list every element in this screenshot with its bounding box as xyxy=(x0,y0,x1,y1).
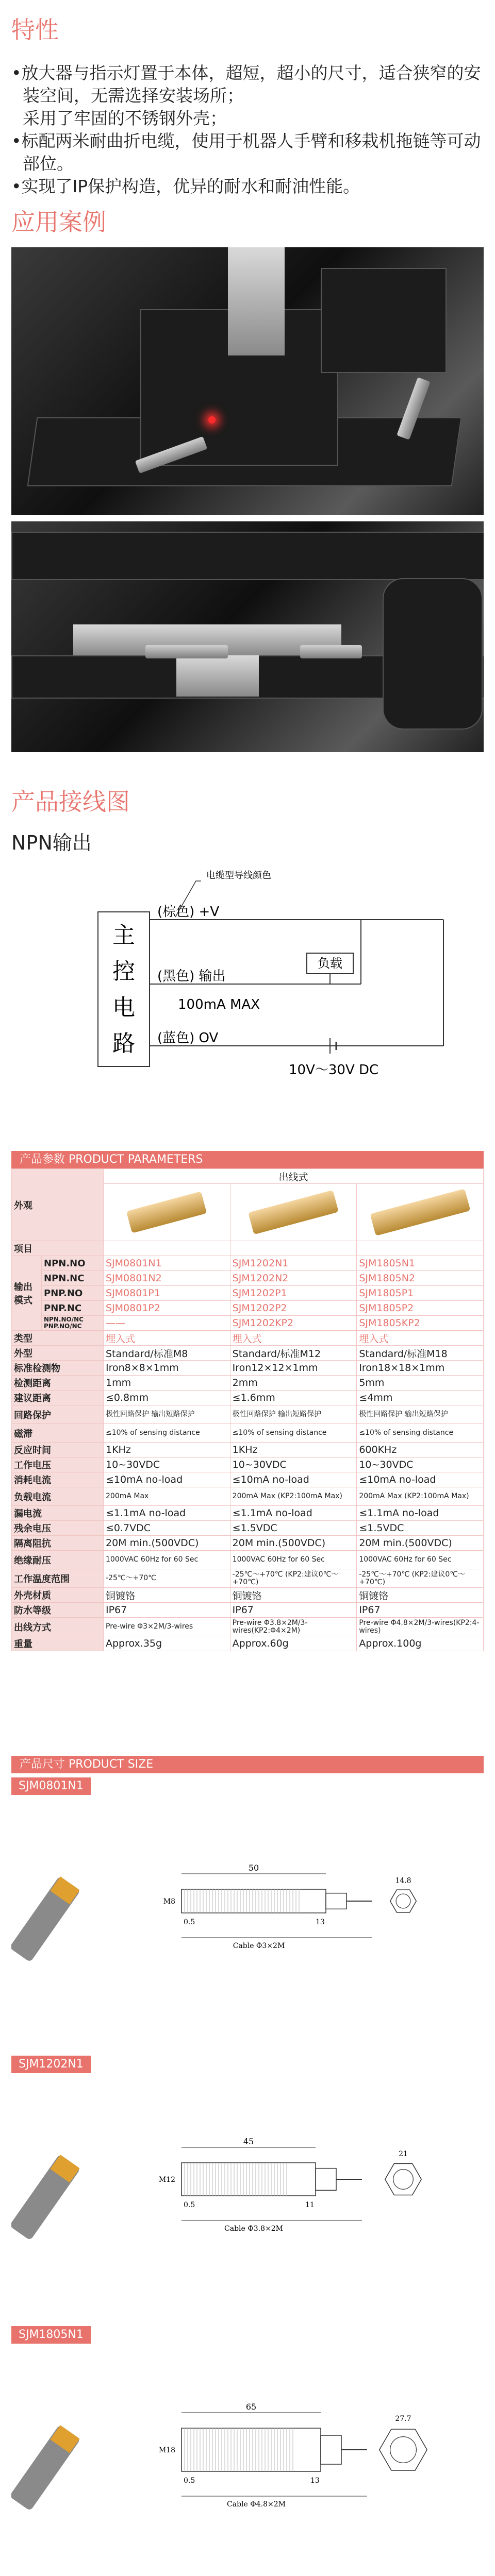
param-cell: IP67 xyxy=(357,1603,484,1618)
param-cell: 1000VAC 60Hz for 60 Sec xyxy=(230,1551,357,1569)
param-cell: Standard/标准M18 xyxy=(357,1346,484,1361)
param-cell: 1mm xyxy=(104,1376,230,1391)
param-cell: Pre-wire Φ3.8×2M/3-wires(KP2:Φ4×2M) xyxy=(230,1618,357,1636)
tail-body xyxy=(316,2168,336,2191)
param-cell: ≤10mA no-load xyxy=(357,1472,484,1487)
param-cell: IP67 xyxy=(230,1603,357,1618)
model-row-label: PNP.NO xyxy=(42,1286,104,1301)
size-model-tag: SJM0801N1 xyxy=(11,1777,91,1795)
size-model-tag: SJM1805N1 xyxy=(11,2326,91,2344)
param-row xyxy=(12,1487,484,1506)
model-cell: SJM1202N1 xyxy=(230,1256,357,1271)
param-cell: 1KHz xyxy=(104,1443,230,1458)
supply-label: 10V～30V DC xyxy=(289,1062,379,1078)
param-cell: 5mm xyxy=(357,1376,484,1391)
param-cell: 铜镀铬 xyxy=(104,1588,230,1603)
dim-gap: 0.5 xyxy=(184,2201,195,2209)
sensor-m12-image xyxy=(248,1190,339,1235)
features-list xyxy=(11,62,486,198)
param-cell: Standard/标准M8 xyxy=(104,1346,230,1361)
param-label: 漏电流 xyxy=(12,1506,104,1521)
param-cell: ≤0.8mm xyxy=(104,1391,230,1405)
param-label: 绝缘耐压 xyxy=(12,1551,104,1569)
dim-cable: Cable Φ3×2M xyxy=(233,1942,285,1950)
model-row-label: PNP.NC xyxy=(42,1301,104,1316)
param-cell: ≤1.5VDC xyxy=(357,1521,484,1536)
size-model-tag: SJM1202N1 xyxy=(11,2056,91,2073)
param-row xyxy=(12,1536,484,1551)
wiring-diagram xyxy=(0,860,495,1118)
param-cell: ≤4mm xyxy=(357,1391,484,1405)
param-label: 残余电压 xyxy=(12,1521,104,1536)
size-drawing xyxy=(11,2347,484,2573)
dim-tail: 11 xyxy=(305,2201,315,2209)
load-label: 负载 xyxy=(318,956,342,971)
param-row xyxy=(12,1331,484,1346)
param-cell: ≤1.1mA no-load xyxy=(104,1506,230,1521)
controller-char: 控 xyxy=(112,958,135,985)
param-label: 标准检测物 xyxy=(12,1361,104,1376)
param-cell: 200mA Max xyxy=(104,1487,230,1506)
param-label: 负载电流 xyxy=(12,1487,104,1506)
param-row xyxy=(12,1424,484,1443)
product-image xyxy=(230,1184,357,1241)
param-cell: Standard/标准M12 xyxy=(230,1346,357,1361)
param-row xyxy=(12,1551,484,1569)
param-label: 类型 xyxy=(12,1331,104,1346)
application-title: 应用案例 xyxy=(11,208,106,236)
param-cell: 埋入式 xyxy=(357,1331,484,1346)
features-title: 特性 xyxy=(11,16,59,44)
dim-thread: M8 xyxy=(163,1897,175,1906)
wiring-title: 产品接线图 xyxy=(11,788,130,816)
model-cell: SJM0801P2 xyxy=(104,1301,230,1316)
model-cell: SJM1202P2 xyxy=(230,1301,357,1316)
param-label: 出线方式 xyxy=(12,1618,104,1636)
size-block xyxy=(11,1777,484,1950)
dim-cable: Cable Φ3.8×2M xyxy=(224,2225,283,2233)
param-label: 工作电压 xyxy=(12,1458,104,1472)
application-photo-1 xyxy=(11,247,484,515)
dim-nut: 14.8 xyxy=(395,1876,411,1885)
param-label: 外型 xyxy=(12,1346,104,1361)
feature-item: 采用了牢固的不锈钢外壳； xyxy=(23,108,227,128)
param-cell: ≤10mA no-load xyxy=(104,1472,230,1487)
param-label: 回路保护 xyxy=(12,1405,104,1424)
param-cell: IP67 xyxy=(104,1603,230,1618)
feature-item: •放大器与指示灯置于本体，超短，超小的尺寸，适合狭窄的安装空间，无需选择安装场所； xyxy=(11,63,481,106)
param-cell: 20M min.(500VDC) xyxy=(357,1536,484,1551)
model-cell: SJM1202N2 xyxy=(230,1271,357,1286)
dim-length: 45 xyxy=(243,2137,254,2146)
size-bar: 产品尺寸 PRODUCT SIZE xyxy=(11,1756,484,1773)
application-photo-2 xyxy=(11,521,484,752)
model-cell: SJM1805P1 xyxy=(357,1286,484,1301)
param-label: 消耗电流 xyxy=(12,1472,104,1487)
model-row-label: NPN.NO xyxy=(42,1256,104,1271)
model-cell: SJM0801N2 xyxy=(104,1271,230,1286)
param-cell: Approx.35g xyxy=(104,1636,230,1651)
hex-nut-hole xyxy=(390,2437,417,2463)
param-cell: 600KHz xyxy=(357,1443,484,1458)
param-label: 重量 xyxy=(12,1636,104,1651)
dim-tail: 13 xyxy=(310,2477,320,2485)
model-cell: SJM0801N1 xyxy=(104,1256,230,1271)
param-cell: Approx.60g xyxy=(230,1636,357,1651)
controller-char: 路 xyxy=(112,1030,135,1057)
param-cell: -25℃～+70℃ xyxy=(104,1569,230,1588)
tail-body xyxy=(321,2435,341,2464)
param-row xyxy=(12,1618,484,1636)
model-cell: SJM1805P2 xyxy=(357,1301,484,1316)
product-image xyxy=(357,1184,484,1241)
param-cell: Pre-wire Φ3×2M/3-wires xyxy=(104,1618,230,1636)
size-drawing xyxy=(11,2076,484,2303)
param-cell: 10~30VDC xyxy=(230,1458,357,1472)
param-cell: 铜镀铬 xyxy=(357,1588,484,1603)
param-row xyxy=(12,1521,484,1536)
param-cell: ≤0.7VDC xyxy=(104,1521,230,1536)
dim-length: 65 xyxy=(245,2402,257,2412)
param-label: 反应时间 xyxy=(12,1443,104,1458)
param-cell: -25℃～+70℃ (KP2:建议0℃～+70℃) xyxy=(230,1569,357,1588)
feature-item: •实现了IP保护构造，优异的耐水和耐油性能。 xyxy=(11,176,360,196)
param-cell: Pre-wire Φ4.8×2M/3-wires(KP2:4-wires) xyxy=(357,1618,484,1636)
model-cell: SJM0801P1 xyxy=(104,1286,230,1301)
param-row xyxy=(12,1391,484,1405)
param-cell: 20M min.(500VDC) xyxy=(104,1536,230,1551)
model-cell: SJM1202KP2 xyxy=(230,1316,357,1331)
param-cell: ≤10% of sensing distance xyxy=(230,1424,357,1443)
param-row xyxy=(12,1376,484,1391)
thread-body xyxy=(182,2163,316,2196)
param-cell: 10~30VDC xyxy=(104,1458,230,1472)
param-cell: 200mA Max (KP2:100mA Max) xyxy=(357,1487,484,1506)
param-cell: Iron12×12×1mm xyxy=(230,1361,357,1376)
hex-nut-hole xyxy=(393,2170,414,2190)
param-cell: ≤10mA no-load xyxy=(230,1472,357,1487)
params-bar: 产品参数 PRODUCT PARAMETERS xyxy=(11,1151,484,1168)
param-cell: ≤1.1mA no-load xyxy=(230,1506,357,1521)
param-label: 磁滞 xyxy=(12,1424,104,1443)
param-label: 防水等级 xyxy=(12,1603,104,1618)
param-cell: Approx.100g xyxy=(357,1636,484,1651)
size-block xyxy=(11,2056,484,2233)
param-cell: Iron8×8×1mm xyxy=(104,1361,230,1376)
item-label: 项目 xyxy=(12,1241,104,1256)
tail-body xyxy=(326,1893,346,1909)
param-cell: 20M min.(500VDC) xyxy=(230,1536,357,1551)
param-cell: ≤10% of sensing distance xyxy=(104,1424,230,1443)
current-label: 100mA MAX xyxy=(178,997,260,1012)
param-cell: 1000VAC 60Hz for 60 Sec xyxy=(104,1551,230,1569)
feature-item: •标配两米耐曲折电缆，使用于机器人手臂和移栽机拖链等可动部位。 xyxy=(11,131,481,174)
dim-length: 50 xyxy=(248,1863,259,1873)
dim-tail: 13 xyxy=(316,1918,325,1926)
thread-body xyxy=(182,2428,321,2471)
param-cell: ≤1.1mA no-load xyxy=(357,1506,484,1521)
param-cell: ≤10% of sensing distance xyxy=(357,1424,484,1443)
param-cell: ≤1.5VDC xyxy=(230,1521,357,1536)
param-label: 工作温度范围 xyxy=(12,1569,104,1588)
param-cell: 200mA Max (KP2:100mA Max) xyxy=(230,1487,357,1506)
dim-nut: 21 xyxy=(399,2149,408,2158)
header-group: 出线式 xyxy=(104,1169,484,1184)
wire-brown-label: (棕色) +V xyxy=(157,904,220,920)
dim-nut: 27.7 xyxy=(395,2414,411,2423)
param-label: 建议距离 xyxy=(12,1391,104,1405)
size-drawing xyxy=(11,1798,484,2025)
param-cell: 1000VAC 60Hz for 60 Sec xyxy=(357,1551,484,1569)
param-row xyxy=(12,1346,484,1361)
model-cell: SJM1805N2 xyxy=(357,1271,484,1286)
param-cell: 极性回路保护 输出短路保护 xyxy=(104,1405,230,1424)
param-row xyxy=(12,1361,484,1376)
param-cell: ≤1.6mm xyxy=(230,1391,357,1405)
controller-char: 主 xyxy=(112,922,135,948)
product-image xyxy=(104,1184,230,1241)
model-cell: —— xyxy=(104,1316,230,1331)
wire-blue-label: (蓝色) OV xyxy=(157,1030,219,1046)
param-label: 隔离阻抗 xyxy=(12,1536,104,1551)
dim-gap: 0.5 xyxy=(184,2477,195,2485)
cable-color-note: 电缆型导线颜色 xyxy=(206,870,271,881)
dim-thread: M18 xyxy=(158,2446,175,2454)
param-row xyxy=(12,1588,484,1603)
param-row xyxy=(12,1506,484,1521)
param-row xyxy=(12,1569,484,1588)
dim-gap: 0.5 xyxy=(184,1918,195,1926)
param-label: 外壳材质 xyxy=(12,1588,104,1603)
dim-cable: Cable Φ4.8×2M xyxy=(227,2500,286,2509)
hex-nut-hole xyxy=(396,1894,410,1908)
param-row xyxy=(12,1603,484,1618)
dim-thread: M12 xyxy=(158,2176,175,2184)
param-cell: 铜镀铬 xyxy=(230,1588,357,1603)
param-row xyxy=(12,1636,484,1651)
param-row xyxy=(12,1443,484,1458)
model-cell: SJM1202P1 xyxy=(230,1286,357,1301)
model-cell: SJM1805N1 xyxy=(357,1256,484,1271)
param-row xyxy=(12,1472,484,1487)
param-cell: 10~30VDC xyxy=(357,1458,484,1472)
size-block xyxy=(11,2326,484,2509)
controller-char: 电 xyxy=(112,994,135,1021)
sensor-m18-image xyxy=(370,1189,470,1236)
param-cell: 2mm xyxy=(230,1376,357,1391)
param-cell: Iron18×18×1mm xyxy=(357,1361,484,1376)
model-row-label: NPN.NO/NC PNP.NO/NC xyxy=(42,1316,104,1331)
wire-black-label: (黑色) 输出 xyxy=(157,969,226,984)
sensor-m8-image xyxy=(126,1191,207,1233)
param-cell: 1KHz xyxy=(230,1443,357,1458)
param-cell: 埋入式 xyxy=(230,1331,357,1346)
appearance-label: 外观 xyxy=(12,1169,104,1241)
model-row-label: NPN.NC xyxy=(42,1271,104,1286)
output-mode-label: 输出模式 xyxy=(12,1256,42,1331)
param-row xyxy=(12,1458,484,1472)
model-cell: SJM1805KP2 xyxy=(357,1316,484,1331)
param-row xyxy=(12,1405,484,1424)
param-label: 检测距离 xyxy=(12,1376,104,1391)
params-table xyxy=(11,1168,484,1651)
param-cell: 极性回路保护 输出短路保护 xyxy=(230,1405,357,1424)
param-cell: 埋入式 xyxy=(104,1331,230,1346)
param-cell: -25℃～+70℃ (KP2:建议0℃～+70℃) xyxy=(357,1569,484,1588)
wiring-subtitle: NPN输出 xyxy=(11,832,92,854)
param-cell: 极性回路保护 输出短路保护 xyxy=(357,1405,484,1424)
